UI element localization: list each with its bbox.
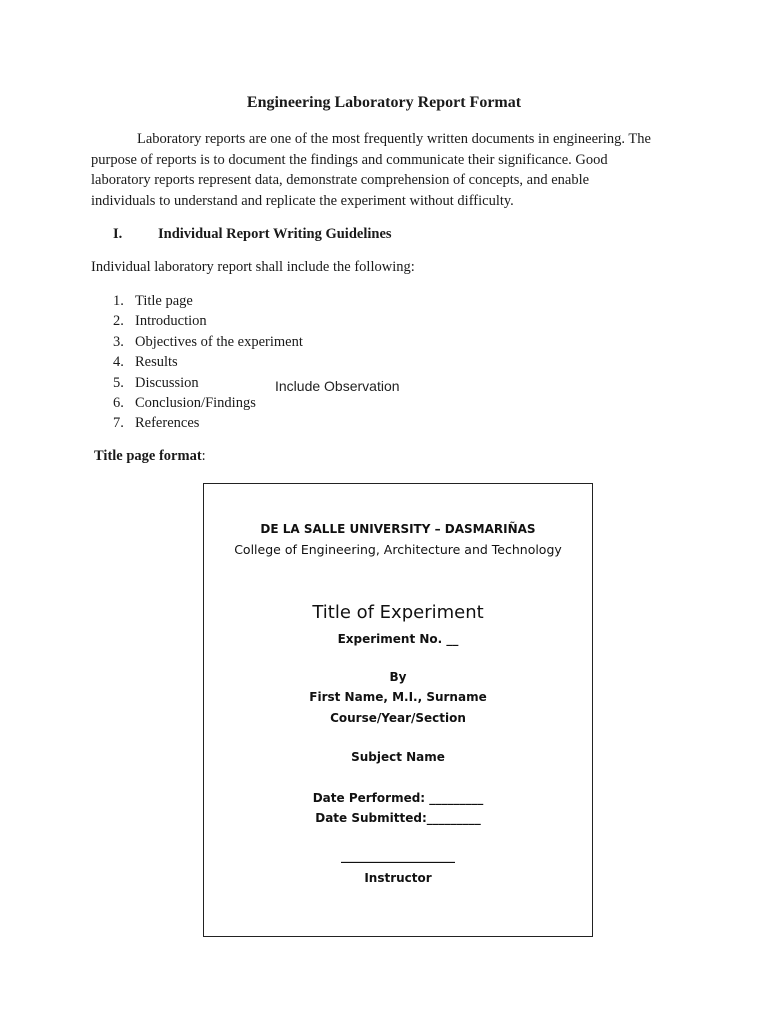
experiment-title: Title of Experiment	[312, 602, 484, 623]
by-label: By	[389, 670, 407, 684]
include-statement: Individual laboratory report shall include the following:	[91, 259, 415, 275]
list-item	[113, 393, 303, 413]
intro-line: Laboratory reports are one of the most frequently written documents in engineering. The	[137, 131, 651, 147]
list-item-number: 2.	[113, 313, 124, 330]
list-item	[113, 291, 303, 311]
list-item-number: 4.	[113, 354, 124, 371]
signature-line: ___________________	[341, 849, 455, 863]
list-item-number: 5.	[113, 374, 124, 391]
subject-name: Subject Name	[351, 750, 445, 764]
instructor-label: Instructor	[364, 871, 432, 885]
requirements-list	[113, 291, 303, 434]
list-item-number: 6.	[113, 394, 124, 411]
section-title: Individual Report Writing Guidelines	[158, 226, 392, 242]
college-name: College of Engineering, Architecture and Technology	[234, 542, 562, 557]
document-title: Engineering Laboratory Report Format	[246, 94, 522, 111]
date-performed: Date Performed: _________	[312, 791, 484, 805]
list-item-text: Title page	[135, 293, 193, 309]
intro-line: laboratory reports represent data, demonstrate comprehension of concepts, and enable	[91, 172, 590, 189]
section-number: I.	[113, 226, 123, 242]
list-item	[113, 413, 303, 433]
intro-paragraph	[91, 129, 691, 211]
observation-annotation: Include Observation	[275, 378, 400, 394]
list-item-text: Introduction	[135, 313, 207, 330]
list-item-number: 7.	[113, 415, 124, 432]
list-item-text: Results	[135, 354, 178, 371]
date-submitted: Date Submitted:_________	[315, 811, 481, 825]
list-item-number: 3.	[113, 333, 124, 350]
intro-line: individuals to understand and replicate the experiment without difficulty.	[91, 192, 514, 209]
title-page-label-text: Title page format	[94, 448, 202, 464]
section-heading	[113, 225, 392, 243]
list-item-text: References	[135, 415, 200, 432]
title-page-sample-box	[203, 483, 593, 937]
title-page-format-label	[94, 447, 206, 465]
intro-line: purpose of reports is to document the findings and communicate their significance. Good	[91, 151, 608, 168]
list-item-text: Discussion	[135, 374, 199, 391]
list-item	[113, 311, 303, 331]
list-item	[113, 332, 303, 352]
experiment-number: Experiment No. __	[337, 632, 459, 646]
list-item-text: Objectives of the experiment	[135, 333, 303, 350]
title-page-label-colon: :	[201, 448, 206, 464]
list-item	[113, 352, 303, 372]
university-name: DE LA SALLE UNIVERSITY – DASMARIÑAS	[260, 522, 536, 536]
list-item-number: 1.	[113, 293, 124, 309]
list-item-text: Conclusion/Findings	[135, 394, 256, 411]
author-name: First Name, M.I., Surname	[309, 690, 487, 704]
course-year-section: Course/Year/Section	[330, 711, 466, 725]
